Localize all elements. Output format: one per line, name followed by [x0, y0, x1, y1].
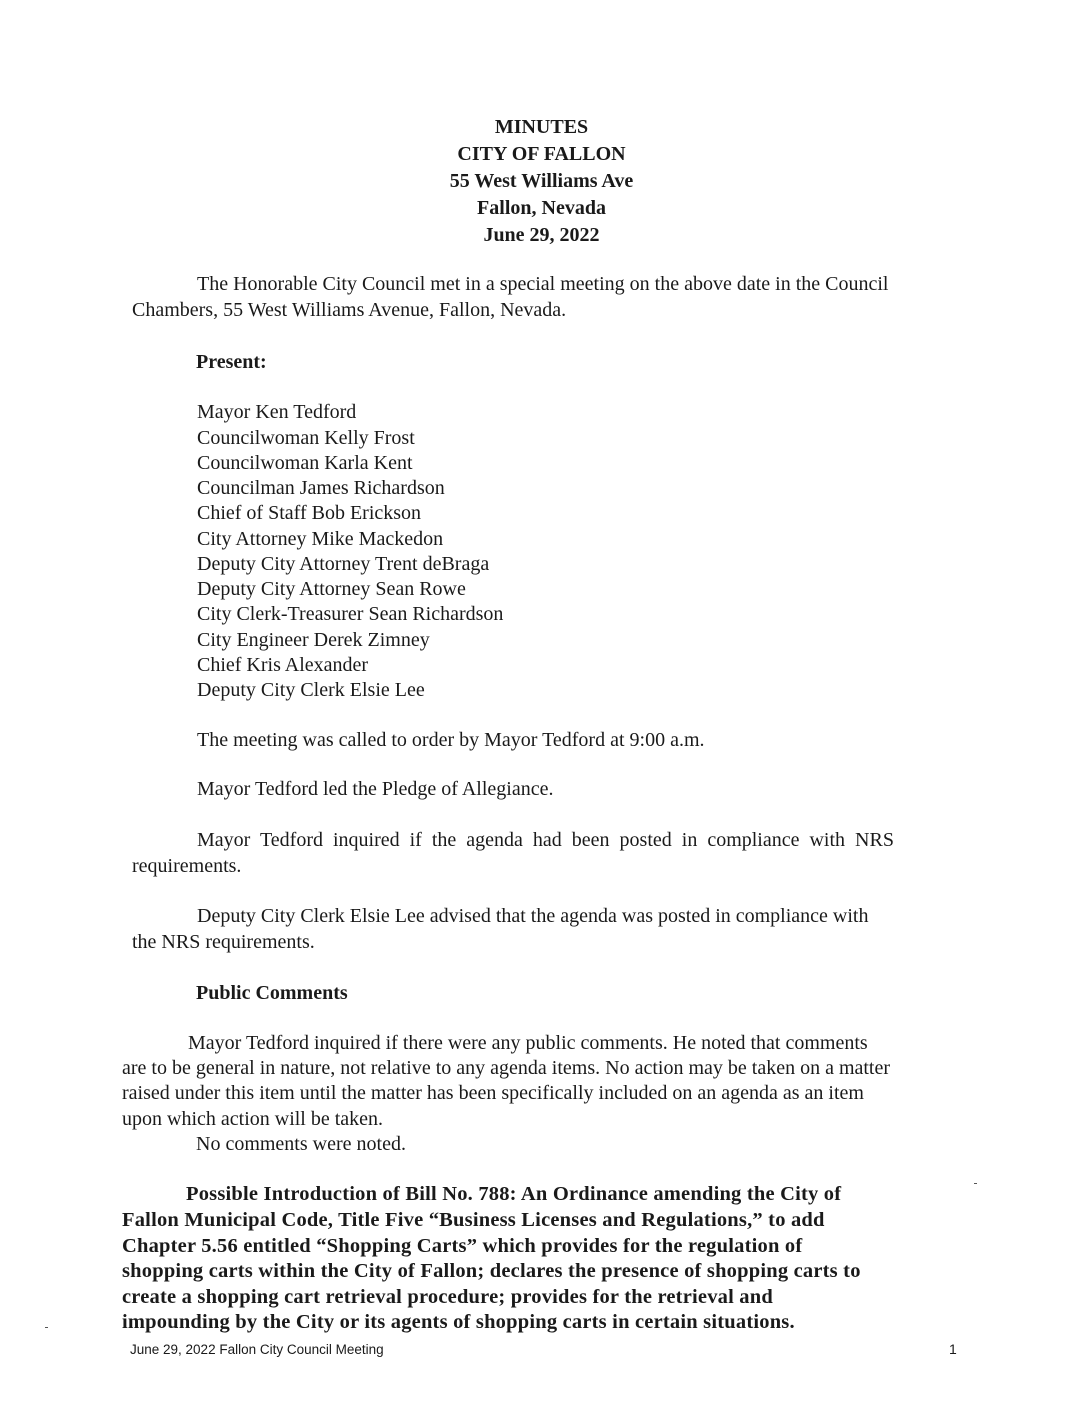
attendee: Mayor Ken Tedford	[197, 401, 357, 423]
title-minutes: MINUTES	[494, 116, 589, 138]
bill-item-line: impounding by the City or its agents of shopping carts in certain situations.	[122, 1311, 795, 1333]
attendee: Councilman James Richardson	[197, 477, 445, 499]
attendee: Deputy City Attorney Trent deBraga	[197, 553, 490, 575]
agenda-reply-line: Deputy City Clerk Elsie Lee advised that the agenda was posted in compliance with	[197, 905, 869, 927]
scan-mark	[974, 1183, 977, 1184]
title-address: 55 West Williams Ave	[449, 170, 634, 192]
footer-text: June 29, 2022 Fallon City Council Meeting	[130, 1342, 384, 1357]
present-heading: Present:	[196, 351, 267, 373]
bill-item-line: shopping carts within the City of Fallon; declares the presence of shopping carts to	[122, 1260, 861, 1282]
attendee: Deputy City Clerk Elsie Lee	[197, 679, 425, 701]
attendee: City Engineer Derek Zimney	[197, 629, 430, 651]
bill-item-line: Possible Introduction of Bill No. 788: An Ordinance amending the City of	[186, 1183, 842, 1205]
bill-item-line: Fallon Municipal Code, Title Five “Business Licenses and Regulations,” to add	[122, 1209, 825, 1231]
pledge: Mayor Tedford led the Pledge of Allegiance.	[197, 778, 554, 800]
public-comments-line: upon which action will be taken.	[122, 1108, 384, 1130]
bill-item-line: create a shopping cart retrieval procedure; provides for the retrieval and	[122, 1286, 773, 1308]
attendee: Councilwoman Kelly Frost	[197, 427, 415, 449]
intro-line: The Honorable City Council met in a special meeting on the above date in the Council	[197, 273, 889, 295]
intro-line: Chambers, 55 West Williams Avenue, Fallon, Nevada.	[132, 299, 567, 321]
title-city: CITY OF FALLON	[457, 143, 626, 165]
attendee: City Clerk-Treasurer Sean Richardson	[197, 603, 504, 625]
page-number: 1	[949, 1341, 957, 1357]
attendee: Chief of Staff Bob Erickson	[197, 502, 422, 524]
public-comments-line: are to be general in nature, not relative to any agenda items. No action may be taken on a matter	[122, 1057, 891, 1079]
attendee: City Attorney Mike Mackedon	[197, 528, 444, 550]
scan-mark	[45, 1327, 48, 1328]
public-comments-note: No comments were noted.	[196, 1133, 406, 1155]
attendee: Deputy City Attorney Sean Rowe	[197, 578, 466, 600]
title-date: June 29, 2022	[483, 224, 600, 246]
public-comments-line: Mayor Tedford inquired if there were any public comments. He noted that comments	[188, 1032, 868, 1054]
attendee: Chief Kris Alexander	[197, 654, 369, 676]
attendee: Councilwoman Karla Kent	[197, 452, 413, 474]
public-comments-line: raised under this item until the matter has been specifically included on an agenda as an item	[122, 1082, 864, 1104]
agenda-inquiry-line: Mayor Tedford inquired if the agenda had been posted in compliance with NRS	[197, 829, 894, 851]
public-comments-heading: Public Comments	[196, 982, 348, 1004]
call-to-order: The meeting was called to order by Mayor Tedford at 9:00 a.m.	[197, 729, 705, 751]
bill-item-line: Chapter 5.56 entitled “Shopping Carts” which provides for the regulation of	[122, 1235, 803, 1257]
title-location: Fallon, Nevada	[477, 197, 606, 219]
agenda-reply-line: the NRS requirements.	[132, 931, 315, 953]
agenda-inquiry-line: requirements.	[132, 855, 242, 877]
